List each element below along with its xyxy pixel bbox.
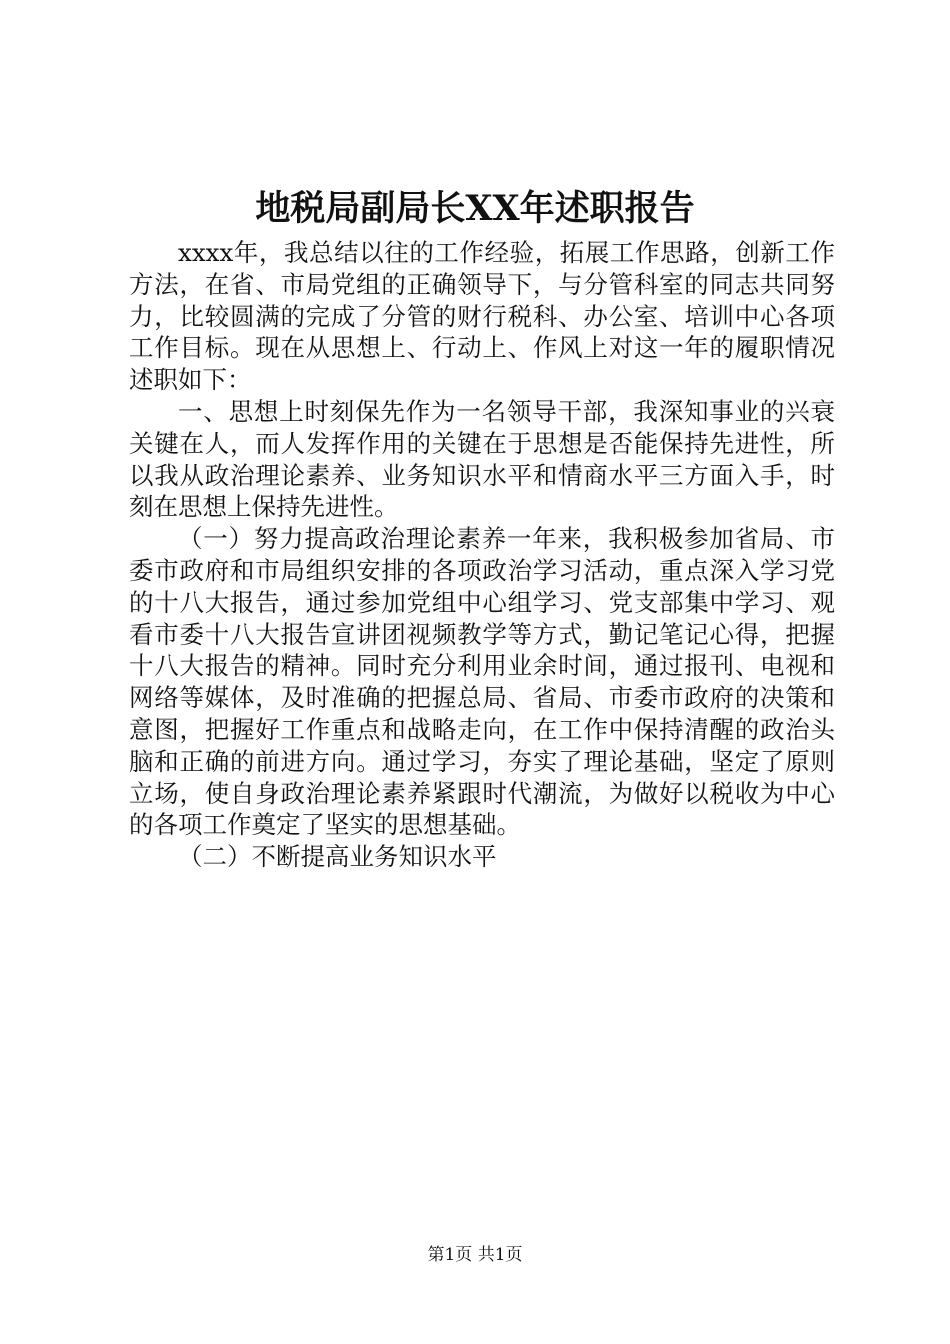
paragraph-subsection-1: （一）努力提高政治理论素养一年来，我积极参加省局、市委市政府和市局组织安排的各项政治学习活动，重点深入学习党的十八大报告，通过参加党组中心组学习、党支部集中学习、观看市委十八大报告宣讲团视频教学等方式，勤记笔记心得，把握十八大报告的精神。同时充分利用业余时间，通过报刊、电视和网络等媒体，及时准确的把握总局、省局、市委市政府的决策和意图，把握好工作重点和战略走向，在工作中保持清醒的政治头脑和正确的前进方向。通过学习，夯实了理论基础，坚定了原则立场，使自身政治理论素养紧跟时代潮流，为做好以税收为中心的各项工作奠定了坚实的思想基础。: [129, 524, 835, 840]
paragraph-section-1: 一、思想上时刻保先作为一名领导干部，我深知事业的兴衰关键在人，而人发挥作用的关键在于思想是否能保持先进性，所以我从政治理论素养、业务知识水平和情商水平三方面入手，时刻在思想上保持先进性。: [129, 396, 835, 522]
paragraph-subsection-2-heading: （二）不断提高业务知识水平: [178, 842, 497, 872]
paragraph-intro: xxxx年，我总结以往的工作经验，拓展工作思路，创新工作方法，在省、市局党组的正确领导下，与分管科室的同志共同努力，比较圆满的完成了分管的财行税科、办公室、培训中心各项工作目标。现在从思想上、行动上、作风上对这一年的履职情况述职如下：: [129, 238, 835, 395]
document-body: [129, 237, 835, 873]
page-footer: 第1页 共1页: [427, 1245, 523, 1265]
document-title: 地税局副局长XX年述职报告: [255, 188, 695, 229]
